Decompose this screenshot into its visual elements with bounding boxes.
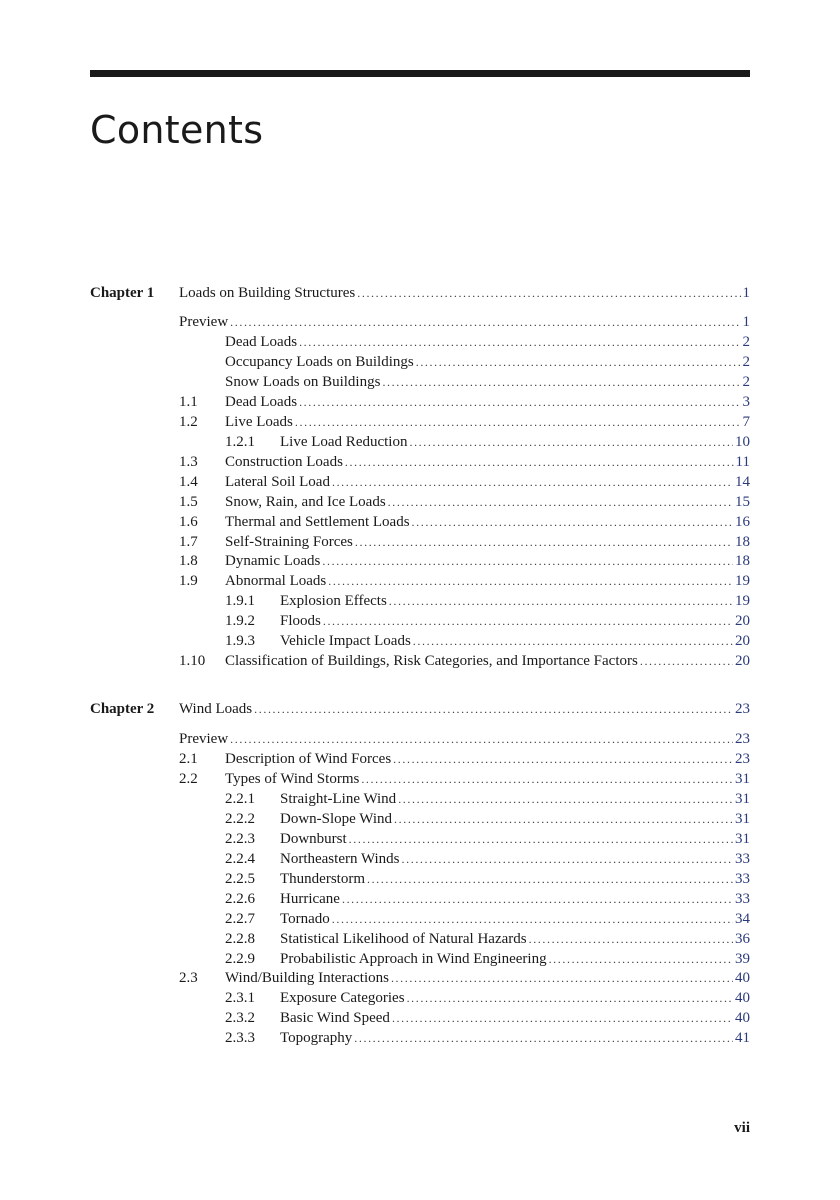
page-ref[interactable]: 20: [735, 633, 750, 650]
page-ref[interactable]: 11: [735, 453, 750, 470]
toc-entry[interactable]: [90, 729, 750, 749]
entry-title: Floods: [280, 613, 321, 630]
section-number: 1.2: [179, 413, 198, 430]
toc-entry[interactable]: [90, 909, 750, 929]
toc-entry[interactable]: [90, 929, 750, 949]
subsection-number: 2.2.8: [225, 930, 255, 947]
entry-title: Self-Straining Forces: [225, 533, 353, 550]
toc-entry[interactable]: [90, 829, 750, 849]
page-ref[interactable]: 18: [735, 553, 750, 570]
section-number: 1.4: [179, 473, 198, 490]
dot-leader: [388, 492, 733, 512]
subsection-number: 2.3.3: [225, 1030, 255, 1047]
entry-title: Straight-Line Wind: [280, 790, 397, 807]
toc-entry[interactable]: [90, 392, 750, 412]
toc-entry[interactable]: [90, 869, 750, 889]
subsection-number: 2.2.6: [225, 890, 255, 907]
toc-entry[interactable]: [90, 591, 750, 611]
dot-leader: [394, 809, 733, 829]
dot-leader: [328, 571, 733, 591]
chapter-heading-row[interactable]: [90, 283, 750, 303]
dot-leader: [354, 1028, 733, 1048]
entry-title: Preview: [179, 314, 229, 330]
toc-entry[interactable]: [90, 432, 750, 452]
page-ref[interactable]: 40: [735, 970, 750, 987]
entry-title: Dead Loads: [225, 333, 298, 350]
toc-entry[interactable]: [90, 372, 750, 392]
dot-leader: [345, 452, 734, 472]
entry-title: Occupancy Loads on Buildings: [225, 353, 414, 370]
subsection-number: 1.9.2: [225, 613, 255, 630]
toc-entry[interactable]: [90, 551, 750, 571]
dot-leader: [299, 332, 740, 352]
page-ref[interactable]: 7: [742, 413, 750, 430]
page-ref[interactable]: 36: [735, 930, 750, 947]
dot-leader: [332, 472, 733, 492]
page-ref[interactable]: 33: [735, 870, 750, 887]
dot-leader: [409, 432, 733, 452]
section-number: 1.1: [179, 393, 198, 410]
subsection-number: 1.2.1: [225, 433, 255, 450]
entry-title: Abnormal Loads: [225, 573, 327, 590]
section-number: 1.7: [179, 533, 198, 550]
subsection-number: 2.2.3: [225, 830, 255, 847]
dot-leader: [357, 283, 740, 303]
page-ref[interactable]: 31: [735, 830, 750, 847]
dot-leader: [407, 988, 733, 1008]
toc-entry[interactable]: [90, 492, 750, 512]
toc-entry[interactable]: [90, 889, 750, 909]
toc-entry[interactable]: [90, 749, 750, 769]
chapter-label: Chapter 1: [90, 285, 155, 301]
page-ref[interactable]: 19: [735, 593, 750, 610]
toc-entry[interactable]: [90, 352, 750, 372]
dot-leader: [230, 729, 733, 749]
entry-title: Basic Wind Speed: [280, 1010, 390, 1027]
toc-entry[interactable]: [90, 452, 750, 472]
page-ref[interactable]: 20: [735, 653, 750, 670]
toc-entry[interactable]: [90, 472, 750, 492]
page-ref[interactable]: 23: [735, 731, 750, 747]
toc-entry[interactable]: [90, 968, 750, 988]
entry-title: Vehicle Impact Loads: [280, 633, 411, 650]
toc-entry[interactable]: [90, 332, 750, 352]
section-number: 2.3: [179, 970, 198, 987]
entry-title: Northeastern Winds: [280, 850, 400, 867]
dot-leader: [398, 789, 733, 809]
subsection-number: 1.9.3: [225, 633, 255, 650]
page-ref[interactable]: 1: [742, 285, 750, 301]
page-ref[interactable]: 2: [742, 373, 750, 390]
page-ref[interactable]: 40: [735, 990, 750, 1007]
entry-title: Statistical Likelihood of Natural Hazards: [280, 930, 527, 947]
toc-entry[interactable]: [90, 1028, 750, 1048]
page-ref[interactable]: 33: [735, 890, 750, 907]
chapter-title: Wind Loads: [179, 701, 253, 717]
dot-leader: [389, 591, 733, 611]
toc-entry[interactable]: [90, 651, 750, 671]
page-ref[interactable]: 31: [735, 770, 750, 787]
toc-entry[interactable]: [90, 571, 750, 591]
dot-leader: [254, 699, 733, 719]
toc-entry[interactable]: [90, 809, 750, 829]
section-number: 1.8: [179, 553, 198, 570]
dot-leader: [549, 949, 733, 969]
subsection-number: 2.2.5: [225, 870, 255, 887]
page-ref[interactable]: 3: [742, 393, 750, 410]
dot-leader: [342, 889, 733, 909]
subsection-number: 2.2.7: [225, 910, 255, 927]
entry-title: Types of Wind Storms: [225, 770, 360, 787]
entry-title: Down-Slope Wind: [280, 810, 393, 827]
toc-entry[interactable]: [90, 532, 750, 552]
dot-leader: [391, 968, 733, 988]
toc-entry[interactable]: [90, 988, 750, 1008]
entry-title: Explosion Effects: [280, 593, 387, 610]
entry-title: Thermal and Settlement Loads: [225, 513, 410, 530]
chapter-heading-row[interactable]: [90, 699, 750, 719]
page-ref[interactable]: 2: [742, 333, 750, 350]
dot-leader: [349, 829, 733, 849]
dot-leader: [640, 651, 733, 671]
subsection-number: 2.3.1: [225, 990, 255, 1007]
toc-entry[interactable]: [90, 949, 750, 969]
toc-entry[interactable]: [90, 789, 750, 809]
page-ref[interactable]: 34: [735, 910, 750, 927]
section-number: 1.3: [179, 453, 198, 470]
entry-title: Exposure Categories: [280, 990, 405, 1007]
entry-title: Tornado: [280, 910, 330, 927]
entry-title: Hurricane: [280, 890, 340, 907]
page-ref[interactable]: 15: [735, 493, 750, 510]
section-number: 1.6: [179, 513, 198, 530]
entry-title: Lateral Soil Load: [225, 473, 330, 490]
dot-leader: [322, 551, 733, 571]
subsection-number: 2.3.2: [225, 1010, 255, 1027]
page-ref[interactable]: 1: [742, 314, 750, 330]
subsection-number: 2.2.1: [225, 790, 255, 807]
page-ref[interactable]: 40: [735, 1010, 750, 1027]
page-title: Contents: [90, 108, 264, 152]
page-ref[interactable]: 2: [742, 353, 750, 370]
section-number: 2.2: [179, 770, 198, 787]
section-number: 1.10: [179, 653, 206, 670]
dot-leader: [361, 769, 733, 789]
dot-leader: [529, 929, 733, 949]
dot-leader: [392, 1008, 733, 1028]
toc-entry[interactable]: [90, 412, 750, 432]
dot-leader: [416, 352, 741, 372]
entry-title: Live Load Reduction: [280, 433, 408, 450]
entry-title: Preview: [179, 731, 229, 747]
dot-leader: [332, 909, 733, 929]
entry-title: Live Loads: [225, 413, 293, 430]
section-number: 1.5: [179, 493, 198, 510]
page-ref[interactable]: 41: [735, 1030, 750, 1047]
entry-title: Dead Loads: [225, 393, 298, 410]
entry-title: Downburst: [280, 830, 347, 847]
dot-leader: [230, 312, 740, 332]
entry-title: Thunderstorm: [280, 870, 365, 887]
entry-title: Topography: [280, 1030, 353, 1047]
chapter-title: Loads on Building Structures: [179, 285, 356, 301]
toc-entry[interactable]: [90, 312, 750, 332]
entry-title: Probabilistic Approach in Wind Engineering: [280, 950, 547, 967]
toc-entry[interactable]: [90, 512, 750, 532]
dot-leader: [323, 611, 733, 631]
dot-leader: [367, 869, 733, 889]
entry-title: Dynamic Loads: [225, 553, 321, 570]
dot-leader: [412, 512, 733, 532]
dot-leader: [402, 849, 733, 869]
subsection-number: 2.2.9: [225, 950, 255, 967]
entry-title: Classification of Buildings, Risk Categories, and Importance Factors: [225, 653, 638, 670]
toc-entry[interactable]: [90, 769, 750, 789]
subsection-number: 2.2.4: [225, 850, 255, 867]
section-number: 1.9: [179, 573, 198, 590]
dot-leader: [355, 532, 733, 552]
toc-entry[interactable]: [90, 631, 750, 651]
entry-title: Wind/Building Interactions: [225, 970, 389, 987]
page-number: vii: [734, 1120, 750, 1136]
entry-title: Snow Loads on Buildings: [225, 373, 381, 390]
entry-title: Construction Loads: [225, 453, 343, 470]
page-ref[interactable]: 14: [735, 473, 750, 490]
page-ref[interactable]: 23: [735, 701, 750, 717]
entry-title: Snow, Rain, and Ice Loads: [225, 493, 386, 510]
toc-entry[interactable]: [90, 611, 750, 631]
page-ref[interactable]: 39: [735, 950, 750, 967]
entry-title: Description of Wind Forces: [225, 751, 392, 767]
page-ref[interactable]: 19: [735, 573, 750, 590]
dot-leader: [299, 392, 740, 412]
dot-leader: [413, 631, 733, 651]
page-ref[interactable]: 23: [735, 751, 750, 767]
toc-entry[interactable]: [90, 1008, 750, 1028]
dot-leader: [393, 749, 733, 769]
page-ref[interactable]: 16: [735, 513, 750, 530]
dot-leader: [295, 412, 741, 432]
page-ref[interactable]: 18: [735, 533, 750, 550]
page-ref[interactable]: 20: [735, 613, 750, 630]
chapter-label: Chapter 2: [90, 701, 155, 717]
dot-leader: [382, 372, 740, 392]
subsection-number: 1.9.1: [225, 593, 255, 610]
toc-entry[interactable]: [90, 849, 750, 869]
page-ref[interactable]: 33: [735, 850, 750, 867]
page-ref[interactable]: 31: [735, 810, 750, 827]
subsection-number: 2.2.2: [225, 810, 255, 827]
top-rule: [90, 70, 750, 77]
page-ref[interactable]: 10: [735, 433, 750, 450]
page-ref[interactable]: 31: [735, 790, 750, 807]
section-number: 2.1: [179, 751, 198, 767]
